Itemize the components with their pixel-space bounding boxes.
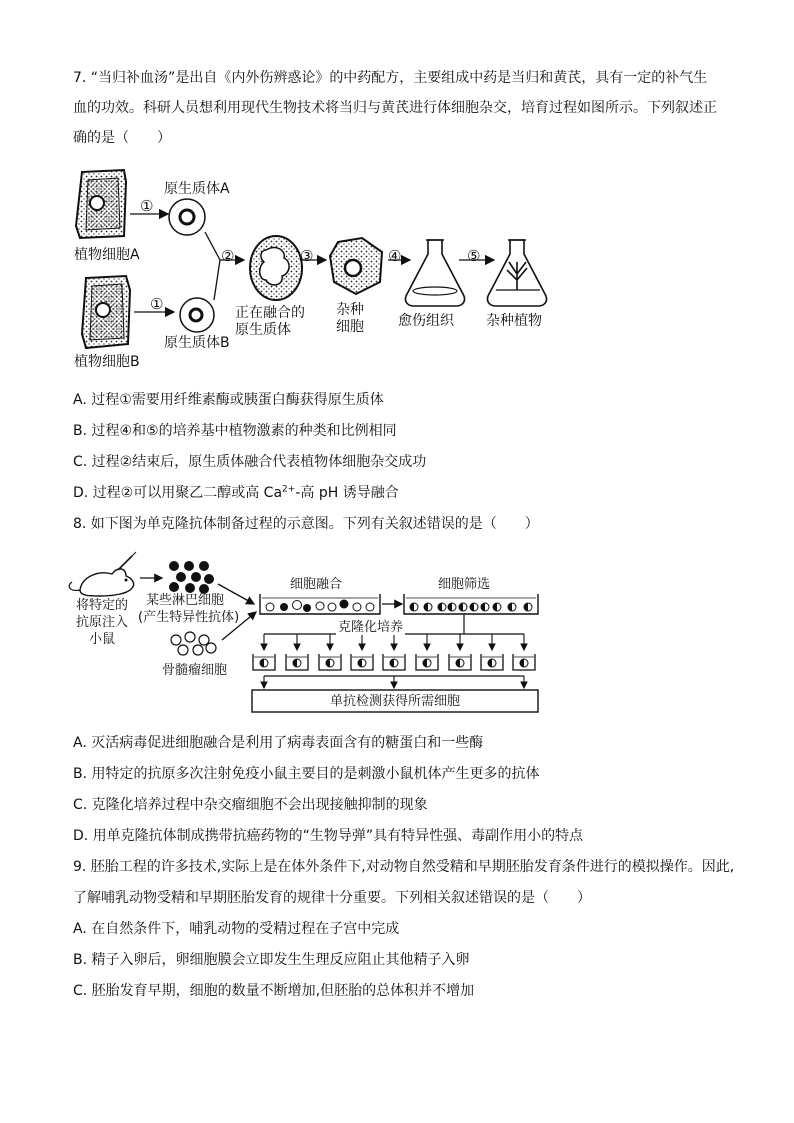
hybrid-cell-icon: [488, 659, 496, 667]
plant-cell-a-label: 植物细胞A: [74, 247, 140, 263]
q7-option-d-text: D. 过程②可以用聚乙二醇或高 Ca: [73, 485, 283, 501]
myeloma-label: 骨髓瘤细胞: [162, 663, 228, 678]
screening-hybrid-cells: [410, 603, 532, 611]
hybrid-cell-icon: [326, 659, 334, 667]
culture-well-icon: [449, 654, 471, 670]
step2-label: ②: [221, 247, 235, 265]
q7-option-b: B. 过程④和⑤的培养基中植物激素的种类和比例相同: [73, 423, 397, 439]
hybrid-plant-label: 杂种植物: [486, 313, 542, 329]
lymphocyte-label-line1: 某些淋巴细胞: [146, 593, 225, 608]
q7-option-d-superscript: 2+: [282, 484, 296, 495]
hybrid-cell-icon: [481, 603, 489, 611]
step1-label-b: ①: [150, 295, 164, 313]
hybrid-cell-icon: [459, 603, 467, 611]
detection-label: 单抗检测获得所需细胞: [329, 694, 460, 709]
mouse-icon: [69, 552, 136, 596]
hybrid-cell-icon: [410, 603, 418, 611]
hybrid-cell-label-line2: 细胞: [336, 319, 364, 335]
clonal-arrows: [264, 634, 524, 650]
q7-option-c: C. 过程②结束后，原生质体融合代表植物体细胞杂交成功: [73, 454, 427, 470]
culture-well-icon: [481, 654, 503, 670]
hybrid-cell-icon: [293, 659, 301, 667]
q9-option-c: C. 胚胎发育早期，细胞的数量不断增加,但胚胎的总体积并不增加: [73, 983, 475, 999]
hybrid-cell-icon: [424, 603, 432, 611]
step3-label: ③: [300, 247, 314, 265]
mouse-label-line1: 将特定的: [75, 598, 128, 613]
q7-stem-line2: 血的功效。科研人员想利用现代生物技术将当归与黄芪进行体细胞杂交，培育过程如图所示。下列叙述正: [73, 100, 717, 116]
mouse-label-line2: 抗原注入: [75, 615, 128, 630]
q8-option-a: A. 灭活病毒促进细胞融合是利用了病毒表面含有的糖蛋白和一些酶: [73, 735, 484, 751]
lymphocyte-label-line2: (产生特异性抗体): [138, 610, 240, 625]
q9-option-a: A. 在自然条件下，哺乳动物的受精过程在子宫中完成: [73, 921, 400, 937]
hybrid-cell-icon: [493, 603, 501, 611]
hybrid-cell-icon: [508, 603, 516, 611]
hybrid-cell-icon: [260, 659, 268, 667]
protoplast-a-label: 原生质体A: [164, 181, 230, 197]
fusing-label-line2: 原生质体: [235, 322, 291, 338]
step1-label-a: ①: [140, 197, 154, 215]
hybrid-cell-icon: [423, 659, 431, 667]
hybrid-cell-icon: [358, 659, 366, 667]
q9-stem-line2: 了解哺乳动物受精和早期胚胎发育的规律十分重要。下列相关叙述错误的是（ ）: [73, 890, 591, 906]
hybrid-cell-icon: [438, 603, 446, 611]
q7-option-a: A. 过程①需要用纤维素酶或胰蛋白酶获得原生质体: [73, 392, 384, 408]
q7-stem-line3: 确的是（ ）: [73, 130, 171, 146]
mouse-label-line3: 小鼠: [88, 632, 115, 647]
fusion-dish-icon: [260, 594, 380, 614]
culture-well-icon: [253, 654, 275, 670]
hybrid-cell-icon: [448, 603, 456, 611]
hybrid-cell-icon: [524, 603, 532, 611]
plant-cell-b-label: 植物细胞B: [74, 354, 140, 370]
culture-well-icon: [351, 654, 373, 670]
bottom-arrows: [264, 676, 524, 688]
step4-label: ④: [388, 247, 402, 265]
culture-well-icon: [513, 654, 535, 670]
hybrid-cell-icon: [520, 659, 528, 667]
hybrid-cell-icon: [456, 659, 464, 667]
lymphocytes-icon: [169, 561, 214, 594]
q9-stem-line1: 9. 胚胎工程的许多技术,实际上是在体外条件下,对动物自然受精和早期胚胎发育条件进行的模拟操作。因此,: [73, 859, 735, 875]
hybrid-cell-icon: [470, 603, 478, 611]
hybrid-cell-icon: [390, 659, 398, 667]
myeloma-cells-icon: [171, 632, 216, 655]
culture-well-icon: [383, 654, 405, 670]
step5-label: ⑤: [467, 247, 481, 265]
q8-option-b: B. 用特定的抗原多次注射免疫小鼠主要目的是刺激小鼠机体产生更多的抗体: [73, 766, 540, 782]
q7-option-d-text-tail: -高 pH 诱导融合: [295, 485, 399, 501]
hybrid-cell-label-line1: 杂种: [336, 302, 364, 318]
screening-label: 细胞筛选: [438, 577, 491, 592]
q7-stem-line1: 7. “当归补血汤”是出自《内外伤辨惑论》的中药配方，主要组成中药是当归和黄芪，具有一定的补气生: [73, 70, 708, 86]
q8-option-c: C. 克隆化培养过程中杂交瘤细胞不会出现接触抑制的现象: [73, 797, 428, 813]
q8-stem: 8. 如下图为单克隆抗体制备过程的示意图。下列有关叙述错误的是（ ）: [73, 516, 539, 532]
fusing-label-line1: 正在融合的: [235, 305, 305, 321]
q9-option-b: B. 精子入卵后，卵细胞膜会立即发生生理反应阻止其他精子入卵: [73, 952, 470, 968]
fusion-label: 细胞融合: [290, 577, 343, 592]
culture-well-icon: [416, 654, 438, 670]
protoplast-b-label: 原生质体B: [164, 335, 230, 351]
callus-label: 愈伤组织: [398, 313, 454, 329]
culture-well-icon: [286, 654, 308, 670]
clonal-wells: [253, 654, 535, 670]
clonal-label: 克隆化培养: [338, 620, 404, 635]
q8-option-d: D. 用单克隆抗体制成携带抗癌药物的“生物导弹”具有特异性强、毒副作用小的特点: [73, 828, 584, 844]
culture-well-icon: [319, 654, 341, 670]
